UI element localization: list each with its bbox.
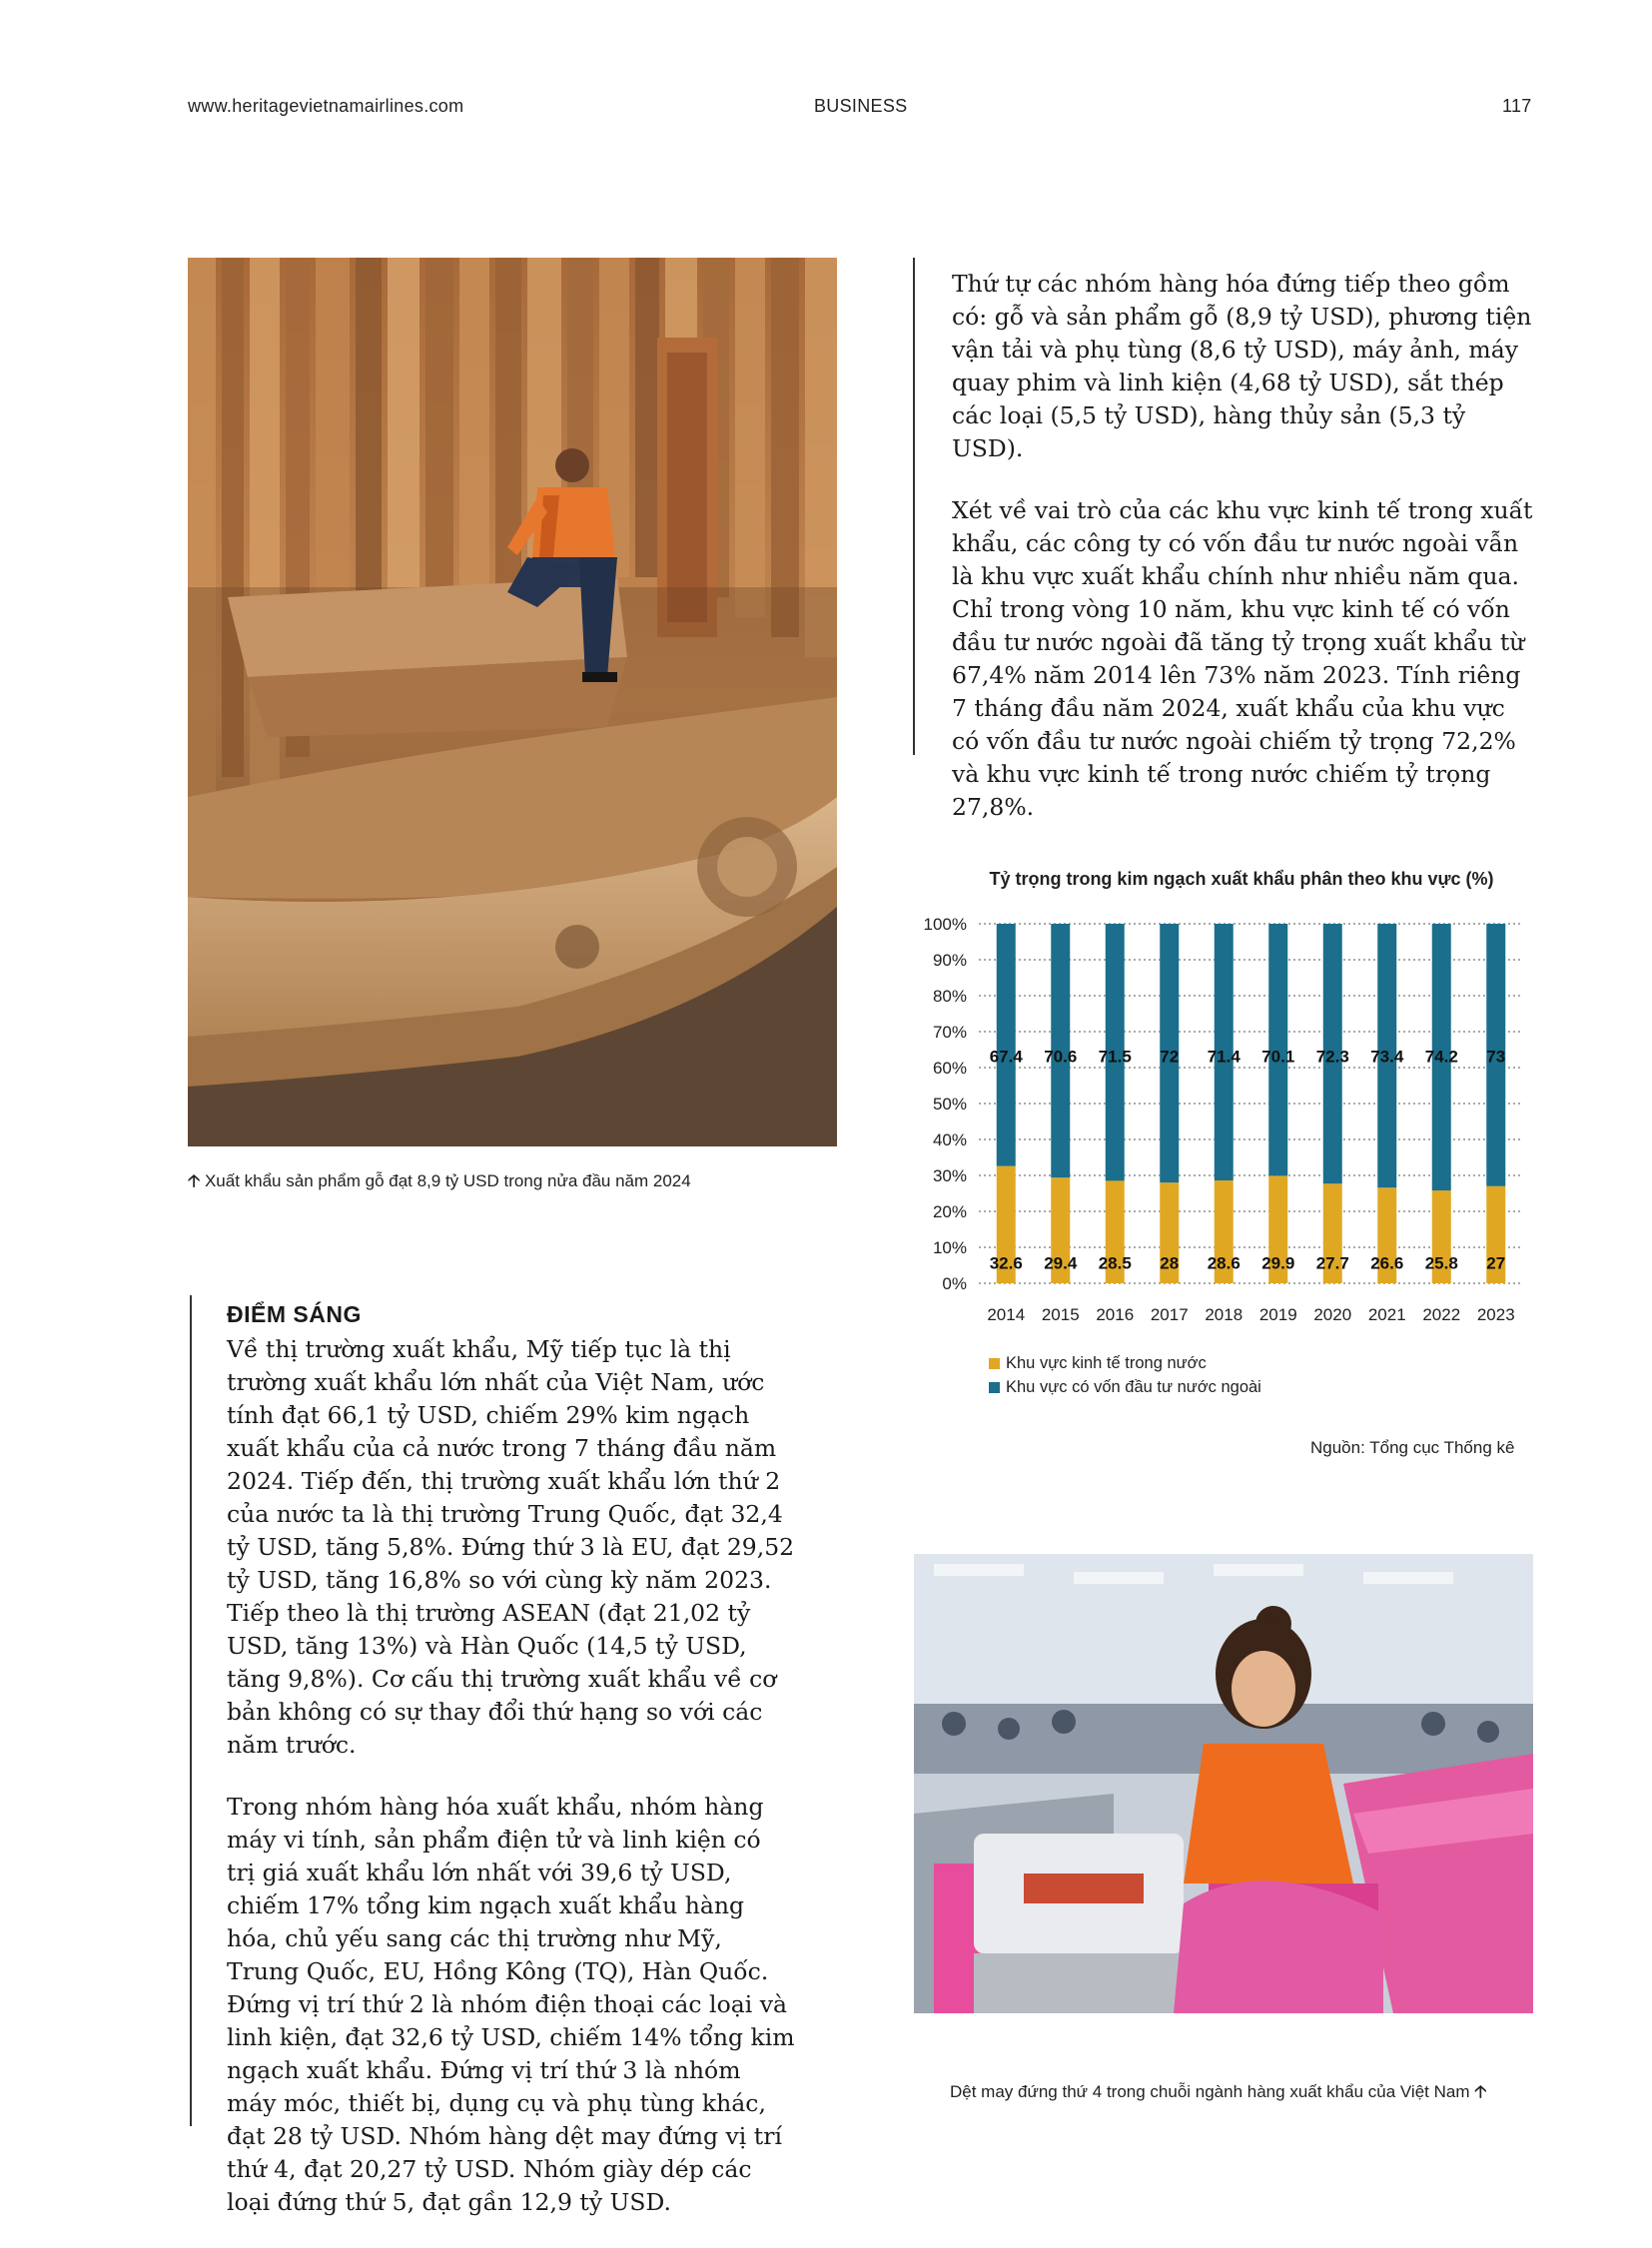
paragraph: Xét về vai trò của các khu vực kinh tế trong xuất khẩu, các công ty có vốn đầu tư nước ngoài vẫn là khu vực xuất khẩu chính như nhiều năm qua. Chỉ trong vòng 10 năm, khu vực kinh tế có vốn đầu tư nước ngoài đã tăng tỷ trọng xuất khẩu từ 67,4% năm 2014 lên 73% năm 2023. Tính riêng 7 tháng đầu năm 2024, xuất khẩu của khu vực có vốn đầu tư nước ngoài chiếm tỷ trọng 72,2% và khu vực kinh tế trong nước chiếm tỷ trọng 27,8%.	[952, 496, 1533, 821]
data-label-foreign: 71.4	[1207, 1047, 1240, 1067]
x-tick-label: 2015	[1041, 1305, 1080, 1324]
wood-carving-illustration	[188, 258, 837, 1146]
data-label-domestic: 28.6	[1207, 1253, 1240, 1273]
stacked-bar-chart	[904, 899, 1543, 1338]
chart-legend	[989, 1351, 1261, 1399]
data-label-foreign: 74.2	[1424, 1047, 1458, 1067]
arrow-up-icon: 🡡	[188, 1171, 201, 1190]
column-rule	[913, 258, 915, 755]
data-label-foreign: 71.5	[1098, 1047, 1132, 1067]
section-heading: ĐIỂM SÁNG	[227, 1301, 362, 1327]
data-label-domestic: 29.9	[1261, 1253, 1295, 1273]
y-tick-label: 60%	[932, 1059, 967, 1078]
x-tick-label: 2020	[1313, 1305, 1352, 1324]
legend-swatch-foreign	[989, 1382, 1000, 1393]
y-tick-label: 50%	[932, 1095, 967, 1114]
data-label-domestic: 27	[1486, 1253, 1506, 1273]
data-label-domestic: 29.4	[1044, 1253, 1078, 1273]
x-tick-label: 2014	[987, 1305, 1026, 1324]
photo1-caption-text: Xuất khẩu sản phẩm gỗ đạt 8,9 tỷ USD trong nửa đầu năm 2024	[204, 1171, 691, 1190]
legend-item-domestic	[989, 1351, 1261, 1375]
legend-swatch-domestic	[989, 1358, 1000, 1369]
garment-factory-illustration	[914, 1554, 1533, 2013]
paragraph: Về thị trường xuất khẩu, Mỹ tiếp tục là thị trường xuất khẩu lớn nhất của Việt Nam, ước tính đạt 66,1 tỷ USD, chiếm 29% kim ngạch xuất khẩu của cả nước trong 7 tháng đầu năm 2024. Tiếp đến, thị trường xuất khẩu lớn thứ 2 của nước ta là thị trường Trung Quốc, đạt 32,4 tỷ USD, tăng 5,8%. Đứng thứ 3 là EU, đạt 29,52 tỷ USD, tăng 16,8% so với cùng kỳ năm 2023. Tiếp theo là thị trường ASEAN (đạt 21,02 tỷ USD, tăng 13%) và Hàn Quốc (14,5 tỷ USD, tăng 9,8%). Cơ cấu thị trường xuất khẩu về cơ bản không có sự thay đổi thứ hạng so với các năm trước.	[227, 1335, 795, 1759]
section-label: BUSINESS	[814, 96, 908, 116]
y-tick-label: 0%	[942, 1274, 967, 1293]
paragraph: Thứ tự các nhóm hàng hóa đứng tiếp theo gồm có: gỗ và sản phẩm gỗ (8,9 tỷ USD), phương tiện vận tải và phụ tùng (8,6 tỷ USD), máy ảnh, máy quay phim và linh kiện (4,68 tỷ USD), sắt thép các loại (5,5 tỷ USD), hàng thủy sản (5,3 tỷ USD).	[952, 270, 1532, 462]
x-tick-label: 2019	[1258, 1305, 1297, 1324]
photo2-caption-text: Dệt may đứng thứ 4 trong chuỗi ngành hàng xuất khẩu của Việt Nam	[950, 2082, 1470, 2101]
wood-carving-photo	[188, 258, 837, 1146]
legend-item-foreign	[989, 1375, 1261, 1399]
y-tick-label: 40%	[932, 1130, 967, 1149]
y-tick-label: 100%	[923, 915, 967, 934]
legend-label-foreign: Khu vực có vốn đầu tư nước ngoài	[1006, 1377, 1261, 1396]
data-label-domestic: 26.6	[1370, 1253, 1404, 1273]
data-label-foreign: 70.6	[1044, 1047, 1078, 1067]
data-label-foreign: 67.4	[989, 1047, 1023, 1067]
arrow-up-icon: 🡡	[1474, 2082, 1487, 2101]
x-tick-label: 2016	[1096, 1305, 1135, 1324]
x-tick-label: 2021	[1367, 1305, 1406, 1324]
data-label-foreign: 73.4	[1370, 1047, 1404, 1067]
data-label-domestic: 28	[1160, 1253, 1180, 1273]
data-label-domestic: 32.6	[989, 1253, 1023, 1273]
bar-foreign	[997, 924, 1016, 1166]
y-tick-label: 70%	[932, 1023, 967, 1042]
paragraph: Trong nhóm hàng hóa xuất khẩu, nhóm hàng máy vi tính, sản phẩm điện tử và linh kiện có trị giá xuất khẩu lớn nhất với 39,6 tỷ USD, chiếm 17% tổng kim ngạch xuất khẩu hàng hóa, chủ yếu sang các thị trường như Mỹ, Trung Quốc, EU, Hồng Kông (TQ), Hàn Quốc. Đứng vị trí thứ 2 là nhóm điện thoại các loại và linh kiện, đạt 32,6 tỷ USD, chiếm 14% tổng kim ngạch xuất khẩu. Đứng vị trí thứ 3 là nhóm máy móc, thiết bị, dụng cụ và phụ tùng khác, đạt 28 tỷ USD. Nhóm hàng dệt may đứng vị trí thứ 4, đạt 20,27 tỷ USD. Nhóm giày dép các loại đứng thứ 5, đạt gần 12,9 tỷ USD.	[227, 1793, 795, 2216]
chart-title: Tỷ trọng trong kim ngạch xuất khẩu phân theo khu vực (%)	[989, 869, 1494, 889]
x-tick-label: 2023	[1476, 1305, 1515, 1324]
website-url: www.heritagevietnamairlines.com	[188, 96, 464, 116]
y-tick-label: 10%	[932, 1238, 967, 1257]
x-tick-label: 2017	[1150, 1305, 1189, 1324]
bottom-left-text	[227, 1298, 796, 2248]
y-tick-label: 90%	[932, 951, 967, 970]
garment-factory-photo	[914, 1554, 1533, 2013]
top-right-text	[952, 268, 1539, 853]
data-label-domestic: 28.5	[1098, 1253, 1132, 1273]
column-rule	[190, 1295, 192, 2126]
page-number: 117	[1502, 96, 1532, 116]
y-tick-label: 20%	[932, 1202, 967, 1221]
photo1-caption	[188, 1168, 691, 1197]
y-tick-label: 30%	[932, 1166, 967, 1185]
legend-label-domestic: Khu vực kinh tế trong nước	[1006, 1353, 1207, 1372]
y-tick-label: 80%	[932, 987, 967, 1006]
data-label-foreign: 72	[1160, 1047, 1180, 1067]
x-tick-label: 2018	[1205, 1305, 1243, 1324]
data-label-domestic: 25.8	[1424, 1253, 1458, 1273]
data-label-foreign: 70.1	[1261, 1047, 1295, 1067]
data-label-foreign: 73	[1486, 1047, 1506, 1067]
photo2-caption	[950, 2079, 1486, 2108]
data-label-foreign: 72.3	[1315, 1047, 1349, 1067]
data-label-domestic: 27.7	[1315, 1253, 1349, 1273]
x-tick-label: 2022	[1422, 1305, 1461, 1324]
chart-source: Nguồn: Tổng cục Thống kê	[1310, 1438, 1515, 1457]
